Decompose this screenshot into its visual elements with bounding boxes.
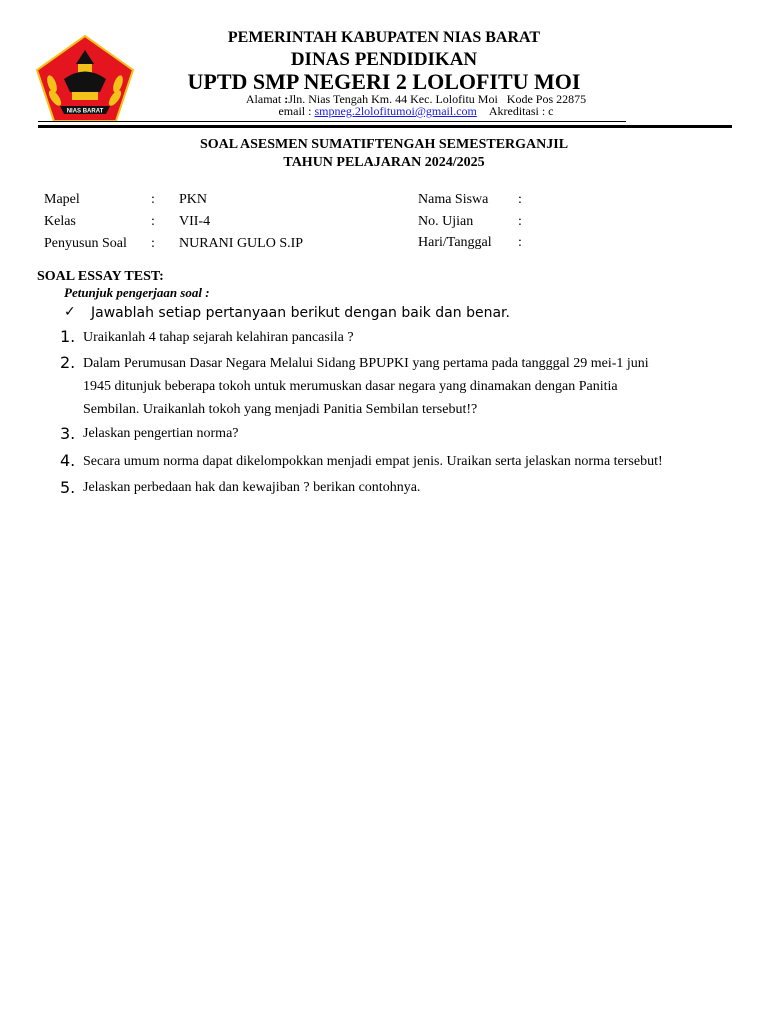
info-colon: : (518, 214, 522, 229)
checkmark-icon: ✓ (64, 304, 76, 320)
question-number: 1. (60, 327, 76, 346)
question-text: Secara umum norma dapat dikelompokkan menjadi empat jenis. Uraikan serta jelaskan norma tersebut! (83, 454, 663, 469)
question-number: 2. (60, 353, 76, 372)
question-text: Uraikanlah 4 tahap sejarah kelahiran pancasila ? (83, 330, 354, 345)
question-text: Dalam Perumusan Dasar Negara Melalui Sidang BPUPKI yang pertama pada tangggal 29 mei-1 juni (83, 356, 649, 371)
info-value-penyusun: NURANI GULO S.IP (179, 236, 304, 251)
question-text: 1945 ditunjuk beberapa tokoh untuk merumuskan dasar negara yang dinamakan dengan Panitia (83, 379, 618, 394)
nias-barat-emblem-icon (34, 34, 136, 124)
info-colon: : (518, 192, 522, 207)
header-school: UPTD SMP NEGERI 2 LOLOFITU MOI (187, 69, 581, 94)
divider-thick (38, 125, 732, 128)
divider-thin (38, 121, 626, 122)
question-number: 4. (60, 451, 76, 470)
exam-title: SOAL ASESMEN SUMATIFTENGAH SEMESTERGANJIL (199, 137, 569, 152)
info-label-penyusun: Penyusun Soal (44, 236, 127, 251)
info-label-kelas: Kelas (44, 214, 76, 229)
question-text: Jelaskan perbedaan hak dan kewajiban ? berikan contohnya. (83, 480, 421, 495)
question-text: Sembilan. Uraikanlah tokoh yang menjadi Panitia Sembilan tersebut!? (83, 402, 478, 417)
info-label-hari-tanggal: Hari/Tanggal (418, 235, 492, 250)
question-text: Jelaskan pengertian norma? (83, 426, 239, 441)
info-label-mapel: Mapel (44, 192, 80, 207)
info-colon: : (151, 192, 155, 207)
address-text: Jln. Nias Tengah Km. 44 Kec. Lolofitu Moi (288, 92, 498, 106)
email-link[interactable]: smpneg.2lolofitumoi@gmail.com (314, 104, 477, 118)
logo-text: NIAS BARAT (66, 108, 104, 115)
email-label: email : (278, 104, 315, 118)
accreditation: Akreditasi : c (488, 104, 554, 118)
info-colon: : (151, 214, 155, 229)
info-colon: : (151, 236, 155, 251)
info-label-nama-siswa: Nama Siswa (418, 192, 489, 207)
info-label-no-ujian: No. Ujian (418, 214, 474, 229)
header-department: DINAS PENDIDIKAN (290, 49, 478, 70)
question-number: 5. (60, 478, 76, 497)
postcode: Kode Pos 22875 (506, 92, 587, 106)
contact-line (160, 104, 672, 119)
question-number: 3. (60, 424, 76, 443)
academic-year: TAHUN PELAJARAN 2024/2025 (283, 155, 485, 170)
info-colon: : (518, 235, 522, 250)
info-value-mapel: PKN (179, 192, 208, 207)
instructions-title: Petunjuk pengerjaan soal : (64, 285, 210, 300)
instruction-text: Jawablah setiap pertanyaan berikut dengan baik dan benar. (91, 305, 510, 321)
address-prefix: Alamat (245, 92, 285, 106)
essay-heading: SOAL ESSAY TEST: (37, 269, 164, 284)
info-value-kelas: VII-4 (179, 214, 211, 229)
address-colon: : (284, 92, 289, 106)
header-government: PEMERINTAH KABUPATEN NIAS BARAT (227, 29, 541, 46)
